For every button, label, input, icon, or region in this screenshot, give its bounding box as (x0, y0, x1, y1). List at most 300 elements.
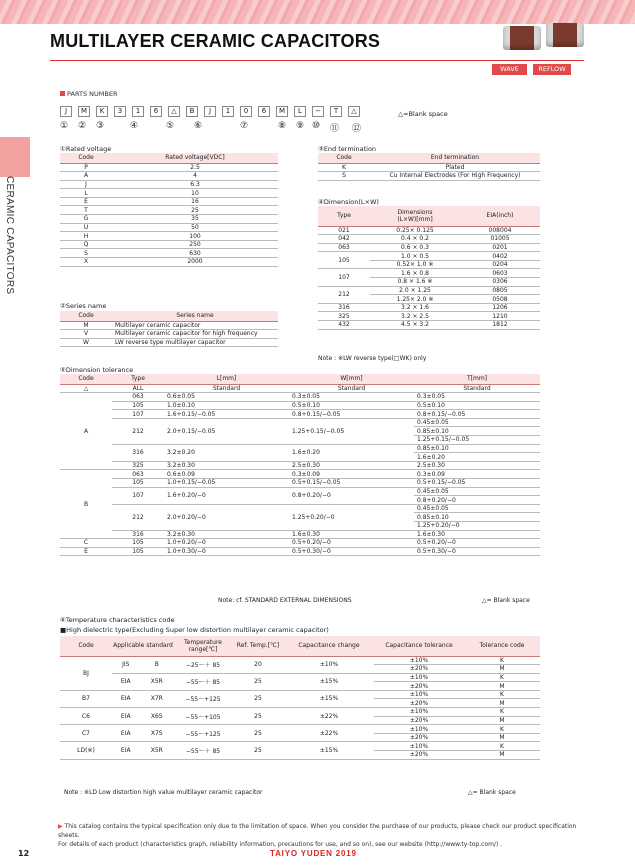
table-cell: 2000 (112, 258, 278, 267)
t-cell: 0.5+0.20/−0 (414, 539, 540, 548)
capacitor-chip-image (503, 26, 541, 50)
change-cell: ±22% (284, 725, 374, 742)
table-cell: 10 (112, 189, 278, 198)
ref-cell: 20 (232, 656, 284, 673)
end-termination-table (318, 153, 540, 181)
tol-cell: ±10% (374, 656, 464, 665)
table-cell: Cu Internal Electrodes (For High Frequency) (370, 172, 540, 181)
table-row (318, 321, 540, 330)
table-cell: X (60, 258, 112, 267)
eia-cell: 0805 (460, 286, 540, 295)
tol-cell: ±10% (374, 673, 464, 682)
table-row (60, 249, 278, 258)
part-index: ② (78, 121, 87, 131)
table-row (60, 393, 540, 402)
table-cell: V (60, 330, 112, 339)
l-cell: 1.0+0.15/−0.05 (164, 479, 289, 488)
ref-cell: 25 (232, 673, 284, 690)
l-cell: 3.2±0.30 (164, 530, 289, 539)
table-row (60, 725, 540, 734)
t-cell: 1.6±0.20 (414, 453, 540, 462)
part-index: ① (60, 121, 69, 131)
type-cell: 316 (112, 530, 164, 539)
class-cell: X6S (140, 708, 174, 725)
temp-char-note: Note : ※LD Low distortion high value multilayer ceramic capacitor (64, 789, 263, 796)
t-cell: 1.25+0.20/−0 (414, 522, 540, 531)
table-row (60, 258, 278, 267)
part-index: ④ (130, 121, 139, 131)
title-rule (50, 60, 584, 61)
range-cell: −55～+105 (174, 708, 232, 725)
end-termination-heading: ③End termination (318, 145, 377, 153)
tolcode-cell: K (464, 673, 540, 682)
table-header: Code (60, 153, 112, 163)
t-cell: 0.3±0.09 (414, 470, 540, 479)
part-box: 0 (240, 106, 252, 117)
capacitor-chip-image (546, 23, 584, 47)
l-cell: 3.2±0.30 (164, 461, 289, 470)
w-cell: 0.5+0.15/−0.05 (289, 479, 414, 488)
range-cell: −55～+125 (174, 725, 232, 742)
part-box: T (330, 106, 342, 117)
table-header: Capacitance tolerance (374, 636, 464, 656)
temp-char-heading: ⑥Temperature characteristics code (60, 616, 175, 624)
dim-cell: 2.0 × 1.25 (370, 286, 460, 295)
code-cell: B7 (60, 690, 112, 707)
tol-cell: ±20% (374, 665, 464, 674)
table-header: Code (60, 636, 112, 656)
table-cell: S (60, 249, 112, 258)
table-row (60, 206, 278, 215)
type-cell: 105 (318, 252, 370, 269)
std-cell: EIA (112, 708, 140, 725)
table-row (60, 690, 540, 699)
class-cell: X7R (140, 690, 174, 707)
part-box: J (60, 106, 72, 117)
table-header: Dimensions (L×W)[mm] (370, 206, 460, 226)
eia-cell: 0201 (460, 243, 540, 252)
parts-number-heading: PARTS NUMBER (60, 90, 117, 98)
l-cell: 2.0+0.15/−0.05 (164, 418, 289, 444)
dim-tolerance-blank: △= Blank space (482, 597, 530, 604)
part-box: K (96, 106, 108, 117)
table-row (60, 401, 540, 410)
dim-cell: 1.0 × 0.5 (370, 252, 460, 261)
tolcode-cell: M (464, 665, 540, 674)
dimension-table (318, 206, 540, 330)
footer-line-2: For details of each product (characteristics graph, reliability information, precautions for use, and so on), see our website (http://www.ty-top.com/) . (58, 841, 503, 848)
std-cell: EIA (112, 690, 140, 707)
table-row (60, 461, 540, 470)
table-subheader: Standard (414, 384, 540, 393)
change-cell: ±22% (284, 708, 374, 725)
w-cell: 0.5+0.30/−0 (289, 547, 414, 556)
type-cell: 107 (112, 410, 164, 419)
table-row (60, 708, 540, 717)
tolcode-cell: K (464, 725, 540, 734)
table-cell: Q (60, 240, 112, 249)
part-index: ⑨ (296, 121, 305, 131)
temp-char-subheading: ■High dielectric type(Excluding Super low distortion multilayer ceramic capacitor) (60, 626, 329, 634)
page-number: 12 (18, 849, 30, 858)
table-row (60, 479, 540, 488)
part-index: ⑦ (240, 121, 249, 131)
ref-cell: 25 (232, 742, 284, 759)
table-row (60, 163, 278, 172)
sidebar-label: CERAMIC CAPACITORS (4, 176, 15, 295)
table-header: Type (112, 374, 164, 384)
change-cell: ±10% (284, 656, 374, 673)
dim-cell: 0.8 × 1.6 ※ (370, 278, 460, 287)
table-row (60, 321, 278, 330)
table-row (60, 232, 278, 241)
t-cell: 0.85±0.10 (414, 427, 540, 436)
table-cell: M (60, 321, 112, 330)
part-index: ⑥ (194, 121, 203, 131)
table-header: Code (318, 153, 370, 163)
table-row (318, 243, 540, 252)
blank-note: △=Blank space (398, 110, 448, 118)
eia-cell: 01005 (460, 235, 540, 244)
table-cell: 50 (112, 223, 278, 232)
part-box: 1 (132, 106, 144, 117)
table-header: Code (60, 374, 112, 384)
table-header: Temperature range[℃] (174, 636, 232, 656)
table-cell: H (60, 232, 112, 241)
l-cell: 0.6±0.05 (164, 393, 289, 402)
t-cell: 0.45±0.05 (414, 418, 540, 427)
eia-cell: 0603 (460, 269, 540, 278)
table-header: Code (60, 311, 112, 321)
type-cell: 212 (112, 418, 164, 444)
table-row (60, 539, 540, 548)
table-subheader: Standard (289, 384, 414, 393)
tolcode-cell: K (464, 656, 540, 665)
table-row (60, 189, 278, 198)
table-header: W[mm] (289, 374, 414, 384)
type-cell: 105 (112, 547, 164, 556)
table-row (318, 172, 540, 181)
table-row (60, 504, 540, 513)
brand-footer: TAIYO YUDEN 2019 (270, 849, 357, 858)
dim-cell: 3.2 × 2.5 (370, 312, 460, 321)
part-box: 3 (114, 106, 126, 117)
eia-cell: 008004 (460, 226, 540, 235)
part-index: ⑤ (166, 121, 175, 131)
w-cell: 0.8+0.20/−0 (289, 487, 414, 504)
part-index: ⑩ (312, 121, 321, 131)
series-name-table (60, 311, 278, 347)
tolcode-cell: M (464, 682, 540, 691)
table-row (60, 410, 540, 419)
table-cell: 16 (112, 197, 278, 206)
dim-cell: 0.25× 0.125 (370, 226, 460, 235)
change-cell: ±15% (284, 673, 374, 690)
table-header: T[mm] (414, 374, 540, 384)
dim-cell: 1.6 × 0.8 (370, 269, 460, 278)
w-cell: 2.5±0.30 (289, 461, 414, 470)
table-subheader: Standard (164, 384, 289, 393)
type-cell: 212 (318, 286, 370, 303)
l-cell: 1.0±0.10 (164, 401, 289, 410)
dimension-note: Note : ※LW reverse type(□WK) only (318, 355, 427, 362)
type-cell: 021 (318, 226, 370, 235)
table-row (318, 163, 540, 172)
table-row (60, 742, 540, 751)
type-cell: 107 (112, 487, 164, 504)
type-cell: 042 (318, 235, 370, 244)
rated-voltage-table (60, 153, 278, 267)
rated-voltage-heading: ①Rated voltage (60, 145, 112, 153)
table-row (60, 530, 540, 539)
l-cell: 1.6+0.15/−0.05 (164, 410, 289, 419)
table-cell: G (60, 215, 112, 224)
tol-cell: ±10% (374, 725, 464, 734)
table-cell: 630 (112, 249, 278, 258)
t-cell: 1.25+0.15/−0.05 (414, 436, 540, 445)
type-cell: 316 (318, 303, 370, 312)
temp-char-blank: △= Blank space (468, 789, 516, 796)
w-cell: 1.25+0.15/−0.05 (289, 418, 414, 444)
table-cell: P (60, 163, 112, 172)
std-cell: EIA (112, 742, 140, 759)
dim-cell: 0.52× 1.0 ※ (370, 260, 460, 269)
std-cell: EIA (112, 673, 140, 690)
table-subheader: ALL (112, 384, 164, 393)
tolcode-cell: M (464, 733, 540, 742)
table-row (60, 470, 540, 479)
part-index: ⑪ (330, 124, 340, 134)
tag-wave: WAVE (492, 64, 527, 75)
tolcode-cell: K (464, 708, 540, 717)
code-cell: E (60, 547, 112, 556)
t-cell: 0.45±0.05 (414, 487, 540, 496)
table-cell: T (60, 206, 112, 215)
t-cell: 0.8+0.20/−0 (414, 496, 540, 505)
t-cell: 0.85±0.10 (414, 513, 540, 522)
dim-tolerance-note: Note: cf. STANDARD EXTERNAL DIMENSIONS (218, 597, 352, 604)
table-row (60, 656, 540, 665)
t-cell: 0.5+0.15/−0.05 (414, 479, 540, 488)
footer-line-1: This catalog contains the typical specification only due to the limitation of space. When you consider the purchase of our products, please check our product specification sheets. (58, 823, 577, 839)
table-row (60, 338, 278, 347)
range-cell: −55～+125 (174, 690, 232, 707)
table-cell: U (60, 223, 112, 232)
footer-disclaimer (58, 822, 598, 849)
table-cell: 25 (112, 206, 278, 215)
table-cell: E (60, 197, 112, 206)
table-subheader: △ (60, 384, 112, 393)
tol-cell: ±10% (374, 708, 464, 717)
table-cell: 35 (112, 215, 278, 224)
temp-char-table (60, 636, 540, 760)
type-cell: 105 (112, 539, 164, 548)
triangle-icon: ▶ (58, 823, 63, 830)
tol-cell: ±10% (374, 742, 464, 751)
dim-cell: 0.4 × 0.2 (370, 235, 460, 244)
l-cell: 1.0+0.30/−0 (164, 547, 289, 556)
tol-cell: ±10% (374, 690, 464, 699)
page-title: MULTILAYER CERAMIC CAPACITORS (50, 31, 381, 51)
table-row (60, 223, 278, 232)
tolcode-cell: M (464, 699, 540, 708)
table-cell: K (318, 163, 370, 172)
table-row (60, 673, 540, 682)
table-header: End termination (370, 153, 540, 163)
l-cell: 2.0+0.20/−0 (164, 504, 289, 530)
table-cell: Plated (370, 163, 540, 172)
tol-cell: ±20% (374, 699, 464, 708)
dim-cell: 4.5 × 3.2 (370, 321, 460, 330)
w-cell: 1.6±0.20 (289, 444, 414, 461)
code-cell: C6 (60, 708, 112, 725)
tolcode-cell: M (464, 751, 540, 760)
t-cell: 0.3±0.05 (414, 393, 540, 402)
change-cell: ±15% (284, 742, 374, 759)
eia-cell: 0508 (460, 295, 540, 304)
table-row (60, 418, 540, 427)
part-index: ③ (96, 121, 105, 131)
sidebar-tab (0, 137, 30, 177)
part-box: △ (168, 106, 180, 117)
table-header: Type (318, 206, 370, 226)
range-cell: −55～＋ 85 (174, 742, 232, 759)
table-cell: 2.5 (112, 163, 278, 172)
class-cell: X7S (140, 725, 174, 742)
eia-cell: 0306 (460, 278, 540, 287)
w-cell: 1.25+0.20/−0 (289, 504, 414, 530)
tol-cell: ±20% (374, 682, 464, 691)
ref-cell: 25 (232, 690, 284, 707)
table-header: Ref. Temp.[℃] (232, 636, 284, 656)
table-header: L[mm] (164, 374, 289, 384)
table-row (60, 240, 278, 249)
type-cell: 063 (112, 393, 164, 402)
part-box: J (204, 106, 216, 117)
table-row (318, 269, 540, 278)
table-cell: L (60, 189, 112, 198)
w-cell: 0.5±0.10 (289, 401, 414, 410)
class-cell: B (140, 656, 174, 673)
range-cell: −25～＋ 85 (174, 656, 232, 673)
eia-cell: 1210 (460, 312, 540, 321)
type-cell: 063 (318, 243, 370, 252)
l-cell: 3.2±0.20 (164, 444, 289, 461)
part-box: B (186, 106, 198, 117)
part-box: △ (348, 106, 360, 117)
series-name-heading: ②Series name (60, 302, 107, 310)
table-row (318, 252, 540, 261)
part-box: 6 (150, 106, 162, 117)
part-box: M (78, 106, 90, 117)
t-cell: 0.5±0.10 (414, 401, 540, 410)
tolcode-cell: K (464, 690, 540, 699)
dimension-heading: ④Dimension(L×W) (318, 198, 379, 206)
type-cell: 316 (112, 444, 164, 461)
table-row (318, 312, 540, 321)
code-cell: LD(※) (60, 742, 112, 759)
eia-cell: 0402 (460, 252, 540, 261)
table-header: Series name (112, 311, 278, 321)
t-cell: 0.45±0.05 (414, 504, 540, 513)
eia-cell: 0204 (460, 260, 540, 269)
std-cell: JIS (112, 656, 140, 673)
l-cell: 1.0+0.20/−0 (164, 539, 289, 548)
table-header: Applicable standard (112, 636, 174, 656)
part-index: ⑫ (352, 124, 362, 134)
table-cell: S (318, 172, 370, 181)
w-cell: 1.6±0.30 (289, 530, 414, 539)
table-row (60, 547, 540, 556)
type-cell: 325 (318, 312, 370, 321)
table-row (60, 215, 278, 224)
type-cell: 212 (112, 504, 164, 530)
class-cell: X5R (140, 673, 174, 690)
tol-cell: ±20% (374, 733, 464, 742)
table-cell: 100 (112, 232, 278, 241)
range-cell: −55～＋ 85 (174, 673, 232, 690)
table-row (318, 226, 540, 235)
table-cell: Multilayer ceramic capacitor for high frequency (112, 330, 278, 339)
table-row (318, 286, 540, 295)
part-box: 1 (222, 106, 234, 117)
eia-cell: 1206 (460, 303, 540, 312)
table-row (60, 487, 540, 496)
table-cell: 4 (112, 172, 278, 181)
table-row (60, 180, 278, 189)
t-cell: 0.5+0.30/−0 (414, 547, 540, 556)
type-cell: 107 (318, 269, 370, 286)
table-row (60, 444, 540, 453)
code-cell: C (60, 539, 112, 548)
table-header: Capacitance change (284, 636, 374, 656)
tol-cell: ±20% (374, 716, 464, 725)
eia-cell: 1812 (460, 321, 540, 330)
part-index: ⑧ (278, 121, 287, 131)
type-cell: 325 (112, 461, 164, 470)
table-cell: 250 (112, 240, 278, 249)
dim-cell: 3.2 × 1.6 (370, 303, 460, 312)
tolcode-cell: K (464, 742, 540, 751)
table-cell: LW reverse type multilayer capacitor (112, 338, 278, 347)
l-cell: 0.6±0.09 (164, 470, 289, 479)
table-cell: 6.3 (112, 180, 278, 189)
l-cell: 1.6+0.20/−0 (164, 487, 289, 504)
table-row (60, 172, 278, 181)
tol-cell: ±20% (374, 751, 464, 760)
part-box: L (294, 106, 306, 117)
dim-cell: 0.6 × 0.3 (370, 243, 460, 252)
t-cell: 2.5±0.30 (414, 461, 540, 470)
t-cell: 1.6±0.30 (414, 530, 540, 539)
table-cell: W (60, 338, 112, 347)
w-cell: 0.3±0.09 (289, 470, 414, 479)
table-row (60, 197, 278, 206)
dim-tolerance-heading: ⑤Dimension tolerance (60, 366, 134, 374)
class-cell: X5R (140, 742, 174, 759)
code-cell: B (60, 470, 112, 539)
part-box: M (276, 106, 288, 117)
type-cell: 105 (112, 401, 164, 410)
table-row (318, 303, 540, 312)
t-cell: 0.85±0.10 (414, 444, 540, 453)
table-header: Rated voltage[VDC] (112, 153, 278, 163)
ref-cell: 25 (232, 708, 284, 725)
code-cell: C7 (60, 725, 112, 742)
table-cell: A (60, 172, 112, 181)
w-cell: 0.5+0.20/−0 (289, 539, 414, 548)
part-box: − (312, 106, 324, 117)
